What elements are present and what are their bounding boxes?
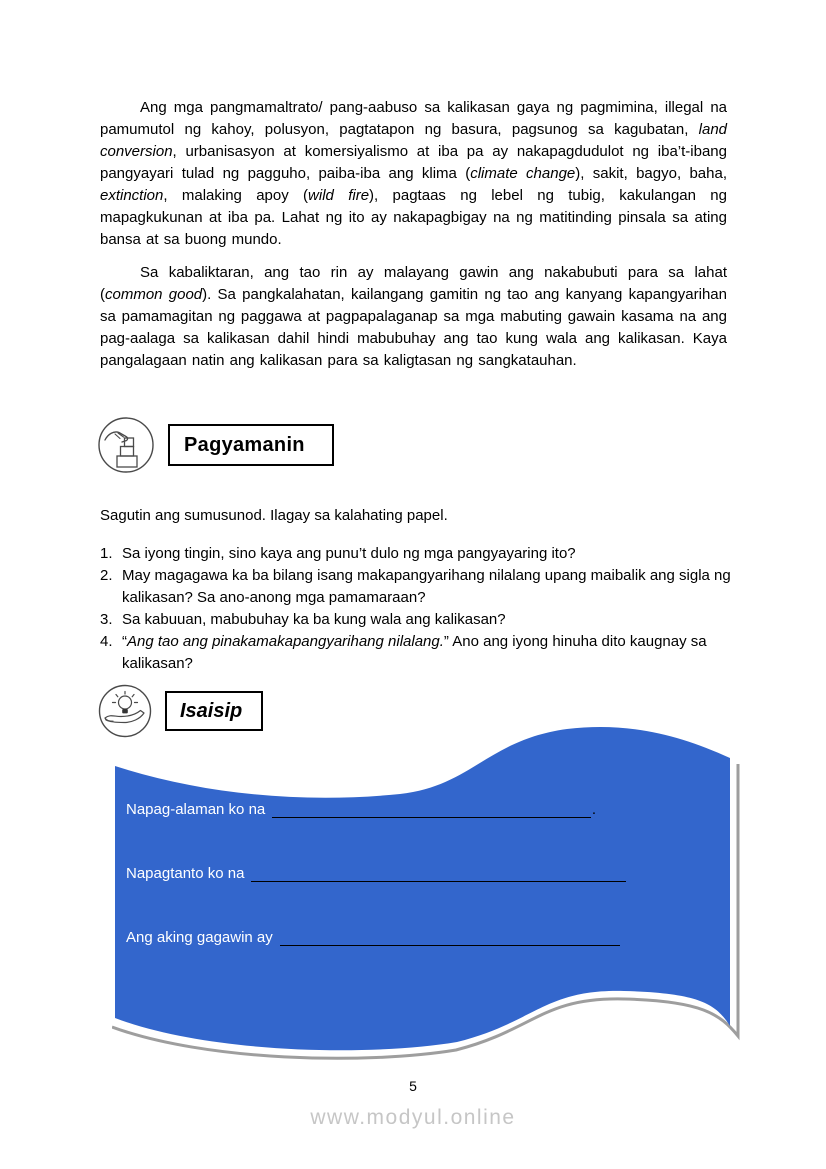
question-item xyxy=(100,543,732,565)
reflection-line xyxy=(126,925,620,946)
pagyamanin-title: Pagyamanin xyxy=(184,433,305,456)
text-run: , malaking apoy ( xyxy=(163,187,309,204)
paragraph-environment-abuse xyxy=(100,97,727,251)
question-number: 4. xyxy=(100,633,113,650)
text-run: ), pagtaas ng lebel ng tubig, kakulangan ng mapagkukunan at iba pa. Lahat ng ito ay nakapagbigay na ng matitinding pinsala sa ating bansa at sa buong mundo. xyxy=(100,187,727,248)
pagyamanin-title-box xyxy=(168,424,334,466)
text-run: ). Sa pangkalahatan, kailangang gamitin ng tao ang kanyang kapangyarihan sa pamamagitan ng paggawa at pagpapalaganap sa mga mabuting gawain kasama na ang pag-aalaga sa kalikasan dahil hindi mabubuhay ang tao kung wala ang kalikasan. Kaya pangalagaan natin ang kalikasan para sa kaligtasan ng sangkatauhan. xyxy=(100,286,727,369)
fill-in-blank-line xyxy=(280,930,620,946)
question-number: 2. xyxy=(100,567,113,584)
questions-list xyxy=(100,543,732,675)
italic-text-run: land conversion xyxy=(100,121,727,160)
text-run: “ xyxy=(122,633,127,650)
reflection-line-label: Napag-alaman ko na xyxy=(126,801,266,818)
reflection-line xyxy=(126,861,626,882)
reflection-line-label: Ang aking gagawin ay xyxy=(126,929,273,946)
text-run: ), sakit, bagyo, baha, xyxy=(575,165,727,182)
text-run: , urbanisasyon at komersiyalismo at iba pa ay nakapagdudulot ng iba’t-ibang pangyayari tulad ng pagguho, paiba-iba ang klima ( xyxy=(100,143,727,182)
fill-in-blank-line xyxy=(251,866,626,882)
reflection-banner xyxy=(112,724,752,1076)
italic-text-run: extinction xyxy=(100,187,164,204)
question-number: 3. xyxy=(100,611,113,628)
reflection-lines xyxy=(112,724,752,1076)
text-run: Ang mga pangmamaltrato/ pang-aabuso sa kalikasan gaya ng pagmimina, illegal na pamumutol ng kahoy, polusyon, pagtatapon ng basura, pagsunog sa kagubatan, xyxy=(100,99,727,138)
text-run: May magagawa ka ba bilang isang makapangyarihang nilalang upang maibalik ang sigla ng kalikasan? Sa ano-anong mga pamamaraan? xyxy=(122,567,731,606)
pagyamanin-section-header xyxy=(97,416,334,474)
question-text xyxy=(122,609,732,631)
activity-instruction: Sagutin ang sumusunod. Ilagay sa kalahating papel. xyxy=(100,507,448,524)
question-text xyxy=(122,543,732,565)
italic-text-run: wild fire xyxy=(308,187,370,204)
question-item xyxy=(100,631,732,675)
question-text xyxy=(122,565,732,609)
question-item xyxy=(100,565,732,609)
paragraph-common-good xyxy=(100,262,727,372)
text-run: Sa iyong tingin, sino kaya ang punu’t dulo ng mga pangyayaring ito? xyxy=(122,545,576,562)
question-item xyxy=(100,609,732,631)
text-run: Sa kabaliktaran, ang tao rin ay malayang gawin ang nakabubuti para sa lahat ( xyxy=(100,264,727,303)
text-run: ” Ano ang iyong hinuha dito kaugnay sa kalikasan? xyxy=(122,633,707,672)
reflection-line-label: Napagtanto ko na xyxy=(126,865,245,882)
isaisip-title: Isaisip xyxy=(180,699,243,722)
text-run: Sa kabuuan, mabubuhay ka ba kung wala ang kalikasan? xyxy=(122,611,506,628)
italic-text-run: Ang tao ang pinakamakapangyarihang nilalang. xyxy=(127,633,444,650)
reflection-line xyxy=(126,797,596,818)
page-number: 5 xyxy=(409,1078,417,1094)
watermark-text: www.modyul.online xyxy=(310,1106,516,1129)
fill-in-blank-line xyxy=(272,802,591,818)
italic-text-run: common good xyxy=(105,286,203,303)
question-text xyxy=(122,631,732,675)
reflection-line-suffix: . xyxy=(591,801,596,818)
question-number: 1. xyxy=(100,545,113,562)
hand-stacking-blocks-icon xyxy=(97,416,155,474)
italic-text-run: climate change xyxy=(470,165,576,182)
